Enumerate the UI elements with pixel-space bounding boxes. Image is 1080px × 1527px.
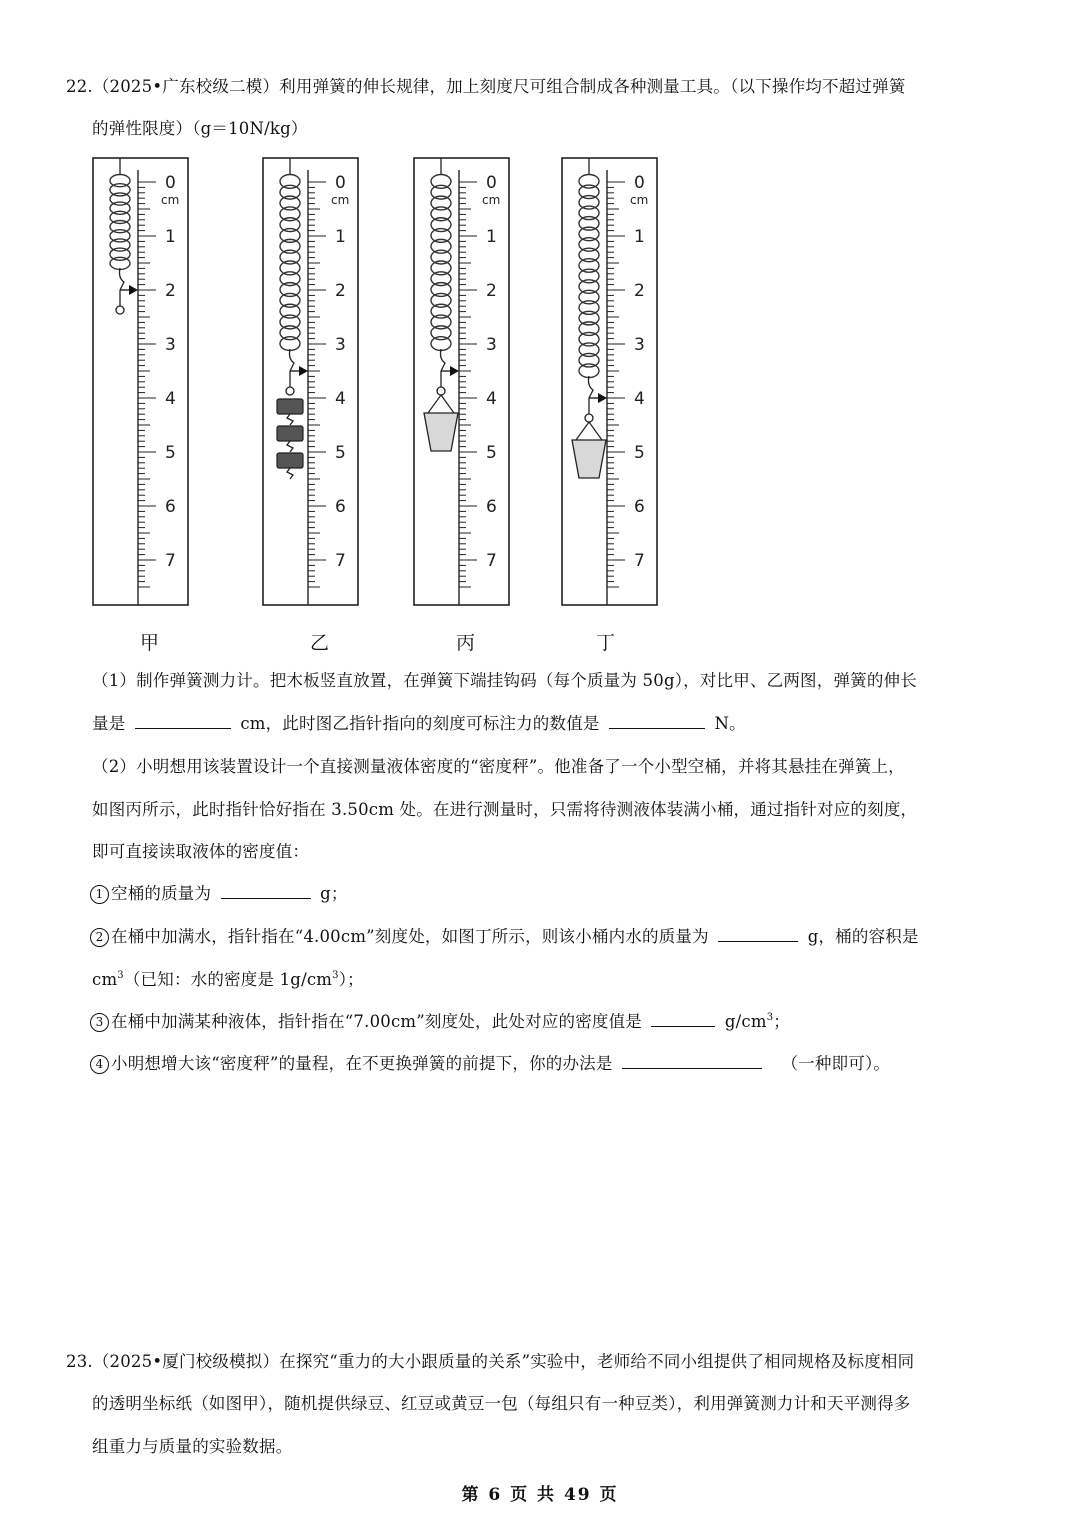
circled-number: 3: [90, 1013, 109, 1032]
q22-part2-line-c: 即可直接读取液体的密度值：: [92, 842, 310, 861]
ruler-number: 2: [486, 281, 497, 301]
answer-blank-extension[interactable]: [135, 714, 231, 729]
superscript: 3: [117, 970, 124, 981]
q22-sub2-text: （已知：水的密度是 1g/cm: [123, 970, 333, 989]
answer-blank-water-mass[interactable]: [718, 927, 798, 942]
q22-sub4-text: 小明想增大该“密度秤”的量程，在不更换弹簧的前提下，你的办法是: [111, 1054, 613, 1073]
ruler-number: 7: [165, 551, 176, 571]
ruler-number: 1: [335, 227, 346, 247]
ruler-number: 3: [486, 335, 497, 355]
q22-part1-line-b: [92, 713, 746, 735]
weight-block: [277, 426, 303, 441]
ruler-number: 5: [634, 443, 645, 463]
panel-label-bing: 丙: [456, 632, 476, 654]
q22-sub3-text: g/cm: [724, 1012, 767, 1031]
ruler-number: 6: [486, 497, 497, 517]
panel-label-yi: 乙: [310, 632, 330, 654]
q22-sub2-text: 在桶中加满水，指针指在“4.00cm”刻度处，如图丁所示，则该小桶内水的质量为: [111, 927, 709, 946]
ruler-number: 2: [634, 281, 645, 301]
ruler-number: 7: [335, 551, 346, 571]
superscript: 3: [766, 1012, 774, 1023]
q22-part1-text: N。: [714, 714, 746, 733]
ruler-number: 4: [335, 389, 346, 409]
circled-number: 1: [90, 885, 109, 904]
ruler-unit: cm: [482, 193, 501, 207]
q22-sub3-text: ；: [773, 1012, 790, 1031]
ring: [437, 387, 445, 395]
ruler-number: 5: [165, 443, 176, 463]
answer-blank-method[interactable]: [622, 1054, 762, 1069]
ruler-number: 2: [165, 281, 176, 301]
page-footer: 第 6 页 共 49 页: [461, 1485, 619, 1505]
circled-number: 2: [90, 928, 109, 947]
q23-line-1: 23.（2025•厦门校级模拟）在探究“重力的大小跟质量的关系”实验中，老师给不同小组提供了相同规格及标度相同: [66, 1352, 915, 1371]
q22-sub1: [90, 883, 348, 905]
ruler-unit: cm: [331, 193, 350, 207]
superscript: 3: [332, 970, 339, 981]
q22-sub1-text: g；: [320, 884, 348, 903]
panel-label-jia: 甲: [140, 632, 160, 654]
panel-label-ding: 丁: [596, 632, 616, 654]
ruler-number: 0: [335, 173, 346, 193]
ruler-number: 5: [486, 443, 497, 463]
ruler-number: 7: [634, 551, 645, 571]
ruler-number: 4: [634, 389, 645, 409]
q22-sub4-text: （一种即可）。: [781, 1054, 891, 1073]
ruler-number: 2: [335, 281, 346, 301]
answer-blank-density[interactable]: [651, 1012, 715, 1027]
q22-sub2-cont: [92, 969, 364, 991]
q22-part1-text: 量是: [92, 714, 126, 733]
ruler-number: 3: [634, 335, 645, 355]
q22-sub1-text: 空桶的质量为: [111, 884, 212, 903]
q22-part1-line-a: （1）制作弹簧测力计。把木板竖直放置，在弹簧下端挂钩码（每个质量为 50g），对比甲、乙两图，弹簧的伸长: [92, 671, 917, 690]
q22-sub3-text: 在桶中加满某种液体，指针指在“7.00cm”刻度处，此处对应的密度值是: [111, 1012, 642, 1031]
spring-scale-figure: [0, 0, 1080, 620]
ring: [286, 387, 294, 395]
answer-blank-force[interactable]: [609, 714, 705, 729]
ruler-number: 6: [335, 497, 346, 517]
ruler-number: 1: [634, 227, 645, 247]
q22-sub2-text: g，桶的容积是: [807, 927, 919, 946]
ruler-number: 0: [165, 173, 176, 193]
ruler-number: 1: [486, 227, 497, 247]
ruler-number: 1: [165, 227, 176, 247]
ruler-number: 6: [634, 497, 645, 517]
q22-sub3: [90, 1011, 790, 1033]
ruler-unit: cm: [161, 193, 180, 207]
q22-part2-line-b: 如图丙所示，此时指针恰好指在 3.50cm 处。在进行测量时，只需将待测液体装满小桶，通过指针对应的刻度，: [92, 800, 918, 819]
q22-sub2-text: cm: [92, 970, 118, 989]
ruler-number: 7: [486, 551, 497, 571]
ruler-number: 0: [486, 173, 497, 193]
circled-number: 4: [90, 1055, 109, 1074]
ruler-number: 3: [335, 335, 346, 355]
ruler-number: 3: [165, 335, 176, 355]
ruler-number: 6: [165, 497, 176, 517]
q22-sub4: [90, 1053, 890, 1075]
ruler-number: 4: [486, 389, 497, 409]
q22-part2-line-a: （2）小明想用该装置设计一个直接测量液体密度的“密度秤”。他准备了一个小型空桶，并将其悬挂在弹簧上，: [92, 757, 905, 776]
q22-stem-line-1: 22.（2025•广东校级二模）利用弹簧的伸长规律，加上刻度尺可组合制成各种测量工具。（以下操作均不超过弹簧: [66, 77, 906, 96]
q23-line-2: 的透明坐标纸（如图甲），随机提供绿豆、红豆或黄豆一包（每组只有一种豆类），利用弹簧测力计和天平测得多: [92, 1394, 911, 1413]
ruler-number: 4: [165, 389, 176, 409]
ruler-number: 5: [335, 443, 346, 463]
weight-block: [277, 453, 303, 468]
ring: [116, 306, 124, 314]
weight-block: [277, 399, 303, 414]
q22-part1-text: cm，此时图乙指针指向的刻度可标注力的数值是: [240, 714, 600, 733]
answer-blank-bucket-mass[interactable]: [221, 884, 311, 899]
ruler-number: 0: [634, 173, 645, 193]
q22-stem-line-2: 的弹性限度）（g＝10N/kg）: [92, 119, 308, 138]
ruler-unit: cm: [630, 193, 649, 207]
q23-line-3: 组重力与质量的实验数据。: [92, 1437, 293, 1456]
q22-sub2-text: ）；: [338, 970, 364, 989]
ring: [585, 414, 593, 422]
q22-sub2: [90, 926, 919, 948]
